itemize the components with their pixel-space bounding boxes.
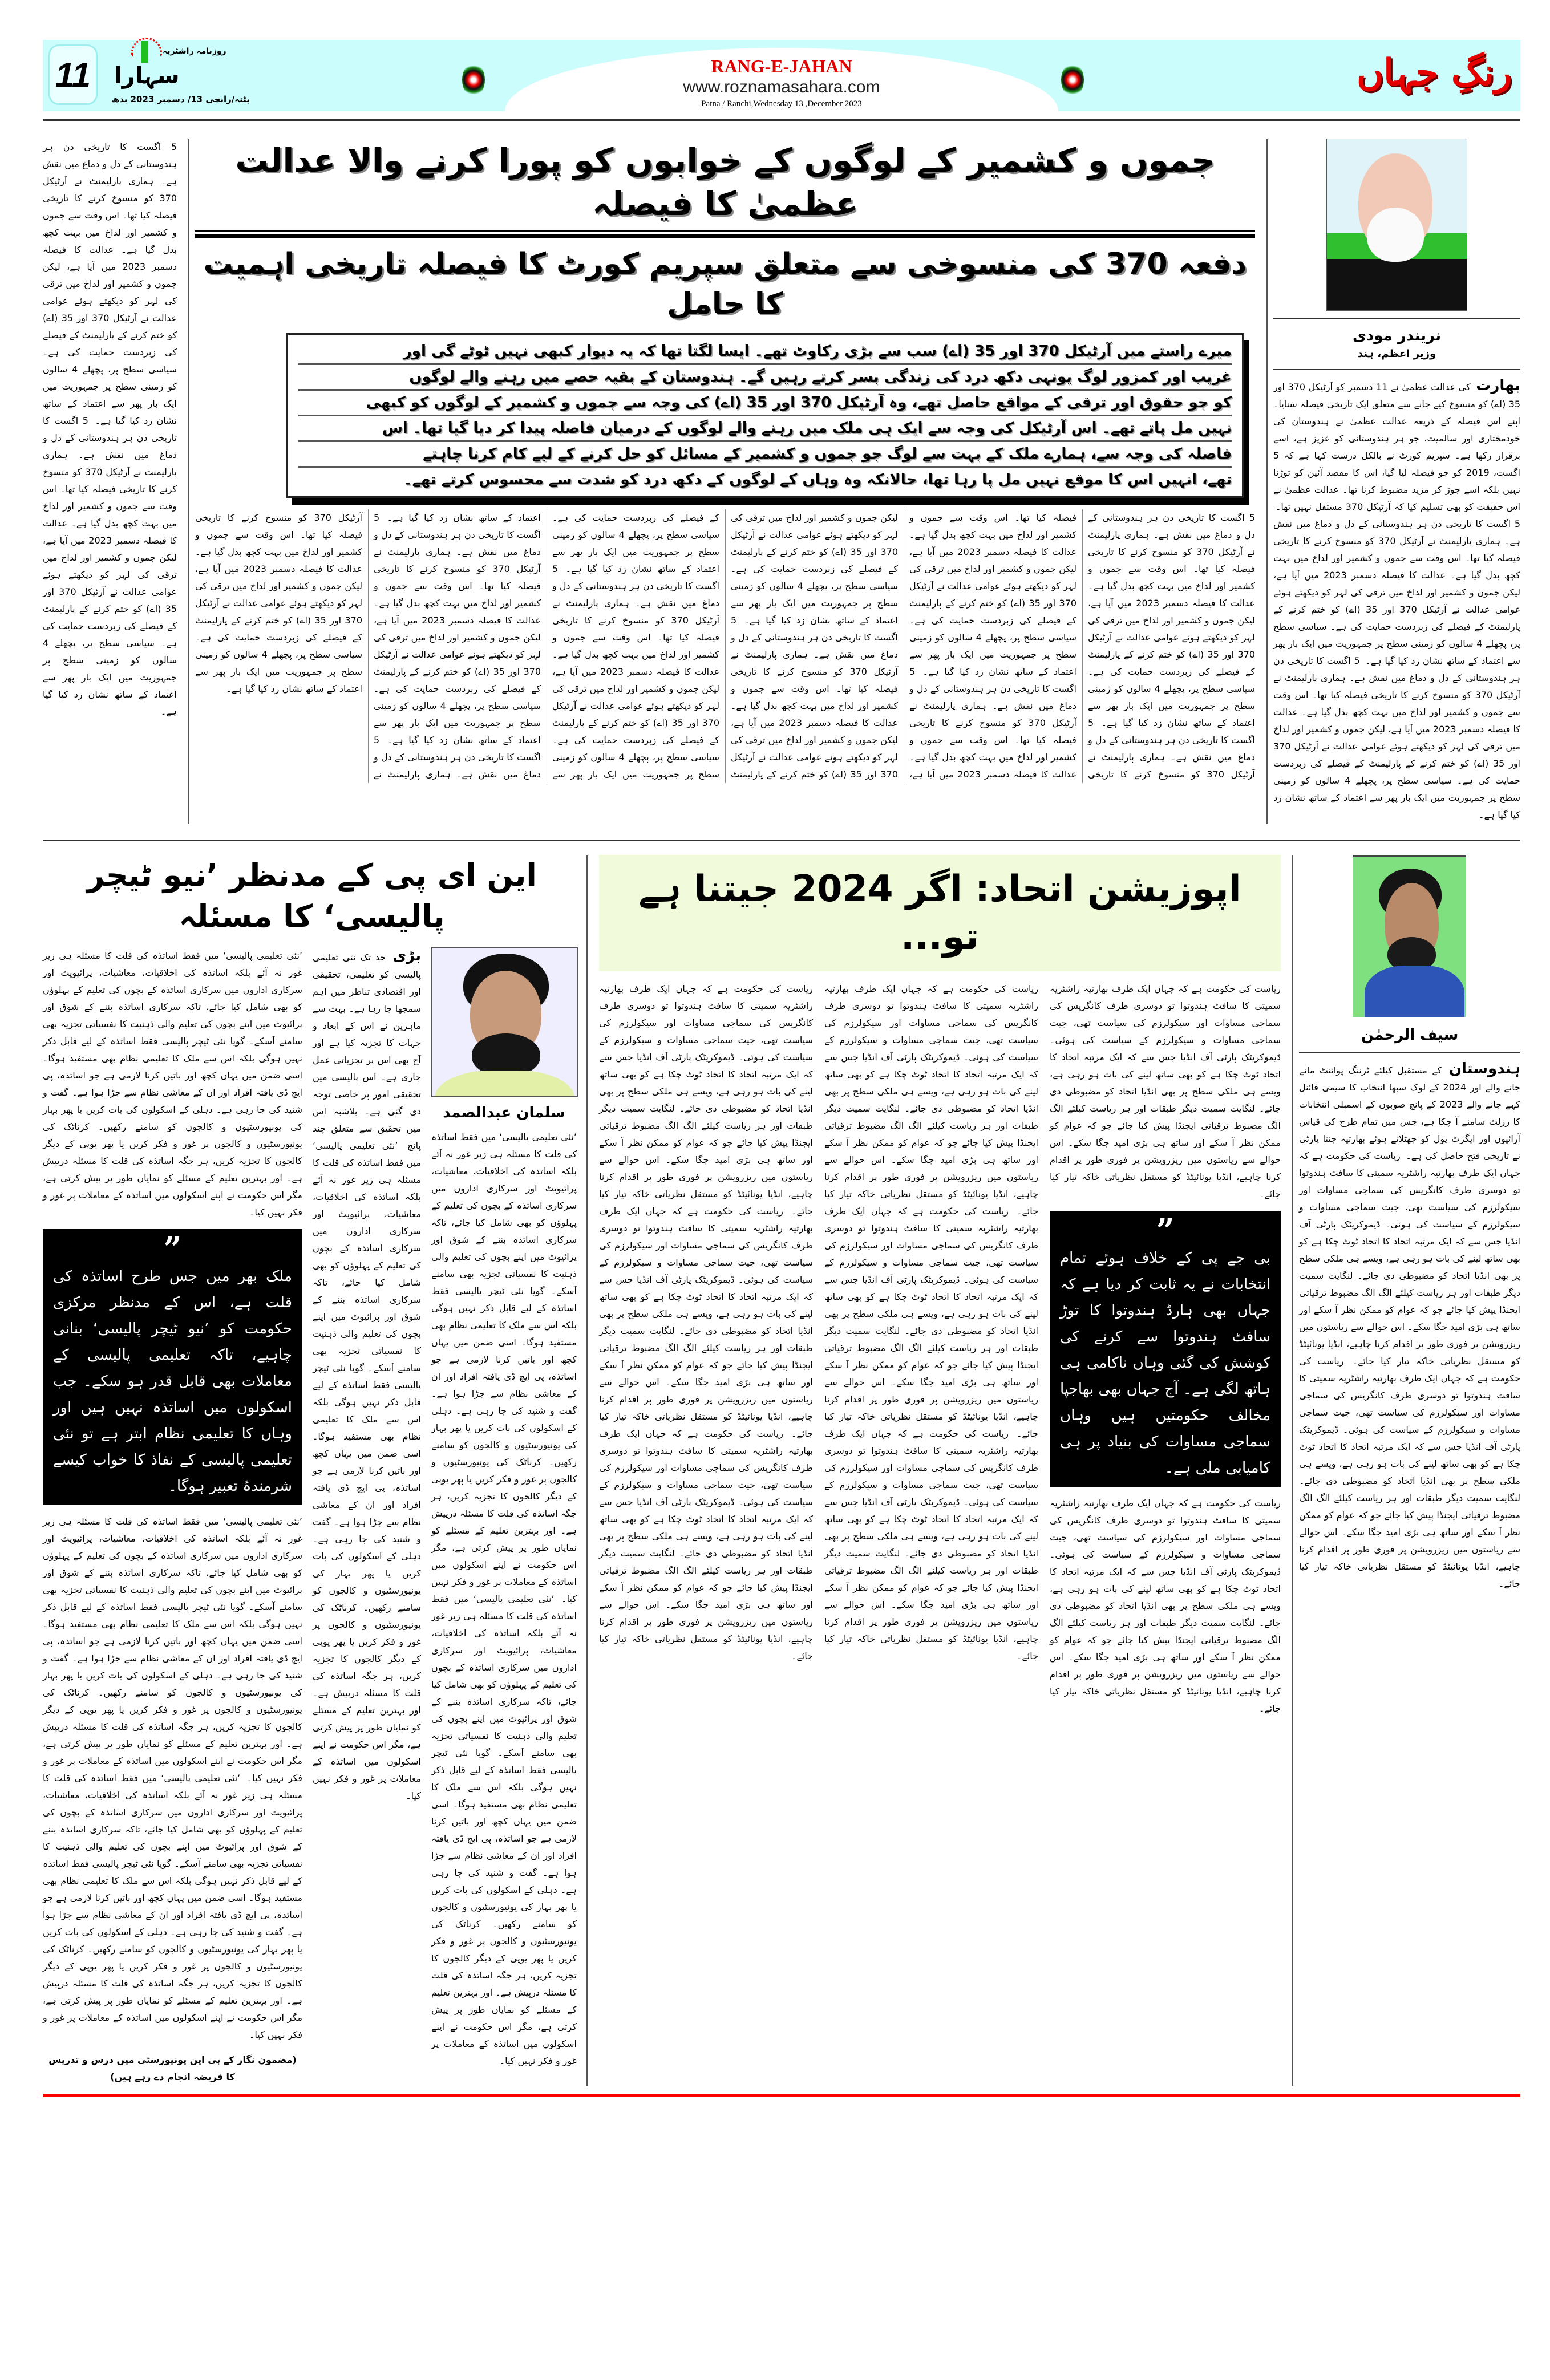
edition-date-urdu: پٹنہ/رانچی 13/ دسمبر 2023 بدھ (111, 94, 250, 104)
logo-one-icon (141, 41, 148, 63)
article3-main (599, 855, 1281, 2086)
article1-main (188, 139, 1255, 824)
header-divider (43, 119, 1520, 121)
sunburst-icon (1061, 63, 1084, 97)
article3-column-quote (1050, 980, 1281, 1717)
page-bottom-rule (43, 2094, 1520, 2097)
article1-body-text: 5 اگست کا تاریخی دن ہر ہندوستانی کے دل و دماغ میں نقش ہے۔ ہماری پارلیمنٹ نے آرٹیکل 370 کو منسوخ کرنے کا تاریخی فیصلہ کیا تھا۔ اس وقت سے جموں و کشمیر اور لداخ میں بہت کچھ بدل گیا ہے۔ عدالت کا فیصلہ دسمبر 2023 میں آیا ہے، لیکن جموں و کشمیر اور لداخ میں ترقی کی لہر کو دیکھتے ہوئے عوامی عدالت نے آرٹیکل 370 اور 35 (اے) کو ختم کرنے کے پارلیمنٹ کے فیصلے کی زبردست حمایت کی ہے۔ سیاسی سطح پر، پچھلے 4 سالوں کو زمینی سطح پر جمہوریت میں ایک بار پھر سے اعتماد کے ساتھ نشان زد کیا گیا ہے۔ (731, 512, 1077, 780)
author-name: سلمان عبدالصمد (443, 1104, 565, 1121)
author-photo-salman (431, 947, 578, 1097)
website-link[interactable]: www.roznamasahara.com (683, 78, 880, 96)
article1-body-text: 5 اگست کا تاریخی دن ہر ہندوستانی کے دل و دماغ میں نقش ہے۔ ہماری پارلیمنٹ نے آرٹیکل 370 کو منسوخ کرنے کا تاریخی فیصلہ کیا تھا۔ اس وقت سے جموں و کشمیر اور لداخ میں بہت کچھ بدل گیا ہے۔ عدالت کا فیصلہ دسمبر 2023 میں آیا ہے، لیکن جموں و کشمیر اور لداخ میں ترقی کی لہر کو دیکھتے ہوئے عوامی عدالت نے آرٹیکل 370 اور 35 (اے) کو ختم کرنے کے پارلیمنٹ کے فیصلے کی زبردست حمایت کی ہے۔ سیاسی سطح پر، پچھلے 4 سالوں کو زمینی سطح پر جمہوریت میں ایک بار پھر سے اعتماد کے ساتھ نشان زد کیا گیا ہے۔ (1088, 512, 1256, 728)
article3-body-text: ریاست کی حکومت ہے کہ جہاں ایک طرف بھارتیہ راشٹریہ سمیتی کا سافٹ ہندوتوا تو دوسری طرف کانگریس کی سماجی مساوات اور سیکولرزم کی سیاست تھی، جیت سماجی مساوات و سیکولرزم کے سیاست کی ہوئی۔ ڈیموکریٹک پارٹی آف انڈیا جس سے کہ ایک مرتبہ اتحاد کا اتحاد ٹوٹ چکا ہے کو بھی ساتھ لینے کی بات ہو رہی ہے، ویسے ہی ملکی سطح پر بھی انڈیا اتحاد کو مضبوطی دی جائے۔ لنگایت سمیت دیگر طبقات اور ہر ریاست کیلئے الگ الگ مضبوط ترقیاتی ایجنڈا پیش کیا جائے جو کہ عوام کو ممکن نظر آ سکے اور ساتھ ہی بڑی امید جگا سکے۔ اس حوالے سے ریاستوں میں ریزرویشن پر فوری طور پر اقدام کرنا چاہیے، انڈیا یونائیٹڈ کو مستقل نظریاتی خاکہ تیار کیا جائے۔ (1299, 1356, 1520, 1589)
article3-body-text: ریاست کی حکومت ہے کہ جہاں ایک طرف بھارتیہ راشٹریہ سمیتی کا سافٹ ہندوتوا تو دوسری طرف کانگریس کی سماجی مساوات اور سیکولرزم کی سیاست تھی، جیت سماجی مساوات و سیکولرزم کے سیاست کی ہوئی۔ ڈیموکریٹک پارٹی آف انڈیا جس سے کہ ایک مرتبہ اتحاد کا اتحاد ٹوٹ چکا ہے کو بھی ساتھ لینے کی بات ہو رہی ہے، ویسے ہی ملکی سطح پر بھی انڈیا اتحاد کو مضبوطی دی جائے۔ لنگایت سمیت دیگر طبقات اور ہر ریاست کیلئے الگ الگ مضبوط ترقیاتی ایجنڈا پیش کیا جائے جو کہ عوام کو ممکن نظر آ سکے اور ساتھ ہی بڑی امید جگا سکے۔ اس حوالے سے ریاستوں میں ریزرویشن پر فوری طور پر اقدام کرنا چاہیے، انڈیا یونائیٹڈ کو مستقل نظریاتی خاکہ تیار کیا جائے۔ (1299, 1150, 1520, 1367)
lower-section (43, 855, 1520, 2086)
article2-body-text: ’نئی تعلیمی پالیسی‘ میں فقط اساتذہ کی قلت کا مسئلہ ہی زیر غور نہ آئے بلکہ اساتذہ کی اخلاقیات، معاشیات، پرائیویٹ اور سرکاری اداروں میں سرکاری اساتذہ کے بچوں کی تعلیم کے پہلوؤں کو بھی شامل کیا جائے، تاکہ سرکاری اساتذہ بننے کے شوق اور پرائیوٹ میں اپنے بچوں کی تعلیم والی ذہنیت کا نفسیاتی تجزیہ بھی سامنے آسکے۔ گویا نئی ٹیچر پالیسی فقط اساتذہ کے لیے قابل ذکر نہیں ہوگی بلکہ اس سے ملک کا تعلیمی نظام بھی مستفید ہوگا۔ اسی ضمن میں یہاں کچھ اور باتیں کرنا لازمی ہے جو اساتذہ، پی ایچ ڈی یافتہ افراد اور ان کے معاشی نظام سے جڑا ہوا ہے۔ گفت و شنید کی جا رہی ہے۔ دہلی کے اسکولوں کی بات کریں یا پھر بہار کی یونیورسٹیوں و کالجوں کو سامنے رکھیں۔ کرناٹک کی یونیورسٹیوں و کالجوں پر غور و فکر کریں یا پھر یوپی کے دیگر کالجوں کا تجزیہ کریں، ہر جگہ اساتذہ کی قلت کا مسئلہ درپیش ہے۔ اور بہترین تعلیم کے مسئلے کو نمایاں طور پر پیش کرتی ہے، مگر اس حکومت نے اپنے اسکولوں میں اساتذہ کے معاملات پر غور و فکر نہیں کیا۔ (431, 1594, 577, 2066)
article3-body-column (1050, 980, 1281, 1203)
article3-pull-quote (1050, 1211, 1281, 1487)
article1-body-column (43, 139, 177, 824)
pull-quote-text: بی جے پی کے خلاف ہوئے تمام انتخابات نے یہ ثابت کر دیا ہے کہ جہاں بھی ہارڈ ہندوتوا کا توڑ سافٹ ہندوتوا سے کرنے کی کوشش کی گئی وہاں ناکامی ہی ہاتھ لگی ہے۔ آج جہاں بھی بھاجپا مخالف حکومتیں ہیں وہاں سماجی مساوات کی بنیاد پر ہی کامیابی ملی ہے۔ (1060, 1250, 1270, 1477)
article1-quote-box (286, 333, 1244, 498)
article2-column-left (43, 947, 302, 2086)
article2 (43, 855, 588, 2086)
article3-body-text: ریاست کی حکومت ہے کہ جہاں ایک طرف بھارتیہ راشٹریہ سمیتی کا سافٹ ہندوتوا تو دوسری طرف کانگریس کی سماجی مساوات اور سیکولرزم کی سیاست تھی، جیت سماجی مساوات و سیکولرزم کے سیاست کی ہوئی۔ ڈیموکریٹک پارٹی آف انڈیا جس سے کہ ایک مرتبہ اتحاد کا اتحاد ٹوٹ چکا ہے کو بھی ساتھ لینے کی بات ہو رہی ہے، ویسے ہی ملکی سطح پر بھی انڈیا اتحاد کو مضبوطی دی جائے۔ لنگایت سمیت دیگر طبقات اور ہر ریاست کیلئے الگ الگ مضبوط ترقیاتی ایجنڈا پیش کیا جائے جو کہ عوام کو ممکن نظر آ سکے اور ساتھ ہی بڑی امید جگا سکے۔ اس حوالے سے ریاستوں میں ریزرویشن پر فوری طور پر اقدام کرنا چاہیے، انڈیا یونائیٹڈ کو مستقل نظریاتی خاکہ تیار کیا جائے۔ (599, 1428, 813, 1661)
article1-body-text: 5 اگست کا تاریخی دن ہر ہندوستانی کے دل و دماغ میں نقش ہے۔ ہماری پارلیمنٹ نے آرٹیکل 370 کو منسوخ کرنے کا تاریخی فیصلہ کیا تھا۔ اس وقت سے جموں و کشمیر اور لداخ میں بہت کچھ بدل گیا ہے۔ عدالت کا فیصلہ دسمبر 2023 میں آیا ہے، لیکن جموں و کشمیر اور لداخ میں ترقی کی لہر کو دیکھتے ہوئے عوامی عدالت نے آرٹیکل 370 اور 35 (اے) کو ختم کرنے کے پارلیمنٹ کے فیصلے کی زبردست حمایت کی ہے۔ سیاسی سطح پر، پچھلے 4 سالوں کو زمینی سطح پر جمہوریت میں ایک بار پھر سے اعتماد کے ساتھ نشان زد کیا گیا ہے۔ (909, 512, 1256, 780)
author-photo-saif (1353, 855, 1466, 1017)
lead-word: بڑی (392, 947, 421, 964)
article1-body-columns (195, 509, 1255, 783)
article1-headline: جموں و کشمیر کے لوگوں کے خوابوں کو پورا کرنے والا عدالت عظمیٰ کا فیصلہ (235, 141, 1215, 223)
section-divider (43, 840, 1520, 841)
article3-headline-box (599, 855, 1281, 971)
lead-text: کی عدالت عظمیٰ نے 11 دسمبر کو آرٹیکل 370 اور 35 (اے) کو منسوخ کیے جانے سے متعلق ایک تاریخی فیصلہ سنایا۔ اپنے اس فیصلہ کے ذریعہ عدالت عظمیٰ نے ہندوستان کی خودمختاری اور سالمیت، جو ہر ہندوستانی کو عزیز ہے، اسے برقرار رکھا ہے۔ سپریم کورٹ نے بالکل درست کہا ہے کہ 5 اگست، 2019 کو جو فیصلہ لیا گیا، اس کا مقصد آئین کو توڑنا نہیں بلکہ اسے جوڑ کر مزید مضبوط کرنا تھا۔ عدالت عظمیٰ نے اس حقیقت کو بھی تسلیم کیا کہ آرٹیکل 370 مستقل نہیں تھا۔ (1273, 382, 1521, 512)
article3-lead-column (1299, 1060, 1520, 1592)
article3-body-text: ریاست کی حکومت ہے کہ جہاں ایک طرف بھارتیہ راشٹریہ سمیتی کا سافٹ ہندوتوا تو دوسری طرف کانگریس کی سماجی مساوات اور سیکولرزم کی سیاست تھی، جیت سماجی مساوات و سیکولرزم کے سیاست کی ہوئی۔ ڈیموکریٹک پارٹی آف انڈیا جس سے کہ ایک مرتبہ اتحاد کا اتحاد ٹوٹ چکا ہے کو بھی ساتھ لینے کی بات ہو رہی ہے، ویسے ہی ملکی سطح پر بھی انڈیا اتحاد کو مضبوطی دی جائے۔ لنگایت سمیت دیگر طبقات اور ہر ریاست کیلئے الگ الگ مضبوط ترقیاتی ایجنڈا پیش کیا جائے جو کہ عوام کو ممکن نظر آ سکے اور ساتھ ہی بڑی امید جگا سکے۔ اس حوالے سے ریاستوں میں ریزرویشن پر فوری طور پر اقدام کرنا چاہیے، انڈیا یونائیٹڈ کو مستقل نظریاتی خاکہ تیار کیا جائے۔ (824, 983, 1038, 1217)
headline-rule (195, 230, 1255, 238)
article1-subheadline: دفعہ 370 کی منسوخی سے متعلق سپریم کورٹ کا فیصلہ تاریخی اہمیت کا حامل (203, 247, 1247, 321)
lead-text: کے مستقبل کیلئے ٹرننگ پوائنٹ مانے جانے والے اور 2024 کے لوک سبھا انتخاب کا سیمی فائنل کہے جانے والے 2023 کے پانچ صوبوں کے اسمبلی انتخابات کا رزلٹ سامنے آ چکا ہے، جس میں تمام طرح کی قیاس آرائیوں اور ایگزٹ پول کو جھٹلاتے ہوئے بھارتیہ جنتا پارٹی نے تاریخی فتح حاصل کی ہے۔ (1299, 1065, 1521, 1161)
article1-body-text: 5 اگست کا تاریخی دن ہر ہندوستانی کے دل و دماغ میں نقش ہے۔ ہماری پارلیمنٹ نے آرٹیکل 370 کو منسوخ کرنے کا تاریخی فیصلہ کیا تھا۔ اس وقت سے جموں و کشمیر اور لداخ میں بہت کچھ بدل گیا ہے۔ عدالت کا فیصلہ دسمبر 2023 میں آیا ہے، لیکن جموں و کشمیر اور لداخ میں ترقی کی لہر کو دیکھتے ہوئے عوامی عدالت نے آرٹیکل 370 اور 35 (اے) کو ختم کرنے کے پارلیمنٹ کے فیصلے کی زبردست حمایت کی ہے۔ سیاسی سطح پر، پچھلے 4 سالوں کو زمینی سطح پر جمہوریت میں ایک بار پھر سے اعتماد کے ساتھ نشان زد کیا گیا ہے۔ (195, 512, 541, 780)
article1 (43, 139, 1520, 824)
author-photo-modi (1326, 139, 1467, 311)
article1-side (1266, 139, 1520, 824)
article1-lead-column (1273, 377, 1520, 824)
author-note: (مضمون نگار کے بی این یونیورسٹی میں درس و تدریس کا فریضہ انجام دے رہے ہیں) (48, 2054, 297, 2082)
article2-body-text: ’نئی تعلیمی پالیسی‘ میں فقط اساتذہ کی قلت کا مسئلہ ہی زیر غور نہ آئے بلکہ اساتذہ کی اخلاقیات، معاشیات، پرائیویٹ اور سرکاری اداروں میں سرکاری اساتذہ کے بچوں کی تعلیم کے پہلوؤں کو بھی شامل کیا جائے، تاکہ سرکاری اساتذہ بننے کے شوق اور پرائیوٹ میں اپنے بچوں کی تعلیم والی ذہنیت کا نفسیاتی تجزیہ بھی سامنے آسکے۔ گویا نئی ٹیچر پالیسی فقط اساتذہ کے لیے قابل ذکر نہیں ہوگی بلکہ اس سے ملک کا تعلیمی نظام بھی مستفید ہوگا۔ اسی ضمن میں یہاں کچھ اور باتیں کرنا لازمی ہے جو اساتذہ، پی ایچ ڈی یافتہ افراد اور ان کے معاشی نظام سے جڑا ہوا ہے۔ گفت و شنید کی جا رہی ہے۔ دہلی کے اسکولوں کی بات کریں یا پھر بہار کی یونیورسٹیوں و کالجوں کو سامنے رکھیں۔ کرناٹک کی یونیورسٹیوں و کالجوں پر غور و فکر کریں یا پھر یوپی کے دیگر کالجوں کا تجزیہ کریں، ہر جگہ اساتذہ کی قلت کا مسئلہ درپیش ہے۔ اور بہترین تعلیم کے مسئلے کو نمایاں طور پر پیش کرتی ہے، مگر اس حکومت نے اپنے اسکولوں میں اساتذہ کے معاملات پر غور و فکر نہیں کیا۔ (431, 1132, 577, 1604)
page-number: 11 (48, 44, 98, 105)
article2-body-column (431, 1129, 577, 2070)
article3-body-text: ریاست کی حکومت ہے کہ جہاں ایک طرف بھارتیہ راشٹریہ سمیتی کا سافٹ ہندوتوا تو دوسری طرف کانگریس کی سماجی مساوات اور سیکولرزم کی سیاست تھی، جیت سماجی مساوات و سیکولرزم کے سیاست کی ہوئی۔ ڈیموکریٹک پارٹی آف انڈیا جس سے کہ ایک مرتبہ اتحاد کا اتحاد ٹوٹ چکا ہے کو بھی ساتھ لینے کی بات ہو رہی ہے، ویسے ہی ملکی سطح پر بھی انڈیا اتحاد کو مضبوطی دی جائے۔ لنگایت سمیت دیگر طبقات اور ہر ریاست کیلئے الگ الگ مضبوط ترقیاتی ایجنڈا پیش کیا جائے جو کہ عوام کو ممکن نظر آ سکے اور ساتھ ہی بڑی امید جگا سکے۔ اس حوالے سے ریاستوں میں ریزرویشن پر فوری طور پر اقدام کرنا چاہیے، انڈیا یونائیٹڈ کو مستقل نظریاتی خاکہ تیار کیا جائے۔ (1050, 1498, 1281, 1714)
edition-date: Patna / Ranchi,Wednesday 13 ,December 2023 (701, 99, 862, 108)
quote-line: نہیں مل پاتے تھے۔ اس آرٹیکل کی وجہ سے ایک ہی ملک میں رہنے والے لوگوں کے درمیان فاصلہ پیدا کر دیا گیا تھا۔ اس (298, 416, 1232, 442)
article3-body-text: ریاست کی حکومت ہے کہ جہاں ایک طرف بھارتیہ راشٹریہ سمیتی کا سافٹ ہندوتوا تو دوسری طرف کانگریس کی سماجی مساوات اور سیکولرزم کی سیاست تھی، جیت سماجی مساوات و سیکولرزم کے سیاست کی ہوئی۔ ڈیموکریٹک پارٹی آف انڈیا جس سے کہ ایک مرتبہ اتحاد کا اتحاد ٹوٹ چکا ہے کو بھی ساتھ لینے کی بات ہو رہی ہے، ویسے ہی ملکی سطح پر بھی انڈیا اتحاد کو مضبوطی دی جائے۔ لنگایت سمیت دیگر طبقات اور ہر ریاست کیلئے الگ الگ مضبوط ترقیاتی ایجنڈا پیش کیا جائے جو کہ عوام کو ممکن نظر آ سکے اور ساتھ ہی بڑی امید جگا سکے۔ اس حوالے سے ریاستوں میں ریزرویشن پر فوری طور پر اقدام کرنا چاہیے، انڈیا یونائیٹڈ کو مستقل نظریاتی خاکہ تیار کیا جائے۔ (824, 1206, 1038, 1439)
caption-rule (1273, 318, 1520, 319)
article1-body-text: 5 اگست کا تاریخی دن ہر ہندوستانی کے دل و دماغ میں نقش ہے۔ ہماری پارلیمنٹ نے آرٹیکل 370 کو منسوخ کرنے کا تاریخی فیصلہ کیا تھا۔ اس وقت سے جموں و کشمیر اور لداخ میں بہت کچھ بدل گیا ہے۔ عدالت کا فیصلہ دسمبر 2023 میں آیا ہے، لیکن جموں و کشمیر اور لداخ میں ترقی کی لہر کو دیکھتے ہوئے عوامی عدالت نے آرٹیکل 370 اور 35 (اے) کو ختم کرنے کے پارلیمنٹ کے فیصلے کی زبردست حمایت کی ہے۔ سیاسی سطح پر، پچھلے 4 سالوں کو زمینی سطح پر جمہوریت میں ایک بار پھر سے اعتماد کے ساتھ نشان زد کیا گیا ہے۔ (382, 512, 720, 780)
sunburst-icon (462, 63, 485, 97)
paper-logo: سہارا (114, 63, 180, 89)
article2-body-text: ’نئی تعلیمی پالیسی‘ میں فقط اساتذہ کی قلت کا مسئلہ ہی زیر غور نہ آئے بلکہ اساتذہ کی اخلاقیات، معاشیات، پرائیویٹ اور سرکاری اداروں میں سرکاری اساتذہ کے بچوں کی تعلیم کے پہلوؤں کو بھی شامل کیا جائے، تاکہ سرکاری اساتذہ بننے کے شوق اور پرائیوٹ میں اپنے بچوں کی تعلیم والی ذہنیت کا نفسیاتی تجزیہ بھی سامنے آسکے۔ گویا نئی ٹیچر پالیسی فقط اساتذہ کے لیے قابل ذکر نہیں ہوگی بلکہ اس سے ملک کا تعلیمی نظام بھی مستفید ہوگا۔ اسی ضمن میں یہاں کچھ اور باتیں کرنا لازمی ہے جو اساتذہ، پی ایچ ڈی یافتہ افراد اور ان کے معاشی نظام سے جڑا ہوا ہے۔ گفت و شنید کی جا رہی ہے۔ دہلی کے اسکولوں کی بات کریں یا پھر بہار کی یونیورسٹیوں و کالجوں کو سامنے رکھیں۔ کرناٹک کی یونیورسٹیوں و کالجوں پر غور و فکر کریں یا پھر یوپی کے دیگر کالجوں کا تجزیہ کریں، ہر جگہ اساتذہ کی قلت کا مسئلہ درپیش ہے۔ اور بہترین تعلیم کے مسئلے کو نمایاں طور پر پیش کرتی ہے، مگر اس حکومت نے اپنے اسکولوں میں اساتذہ کے معاملات پر غور و فکر نہیں کیا۔ (313, 1140, 421, 1801)
lead-text: حد تک نئی تعلیمی پالیسی کو تعلیمی، تحقیقی اور اقتصادی تناظر میں اہم سمجھا جا رہا ہے۔ بہت سے ماہرین نے اس کے ابعاد و جہات کا تجزیہ کیا ہے اور آج بھی اس پر تجزیاتی عمل جاری ہے۔ اس پالیسی میں تحقیقی امور پر خاصی توجہ دی گئی ہے۔ بلاشبہ اس میں تحقیق سے متعلق چند پانچ (313, 952, 421, 1151)
masthead-band (43, 40, 1520, 111)
quote-line: تھے، انہیں اس کا موقع نہیں مل پا رہا تھا، حالانکہ وہ وہاں کے لوگوں کے دکھ درد کو شدت سے محسوس کرتے تھے۔ (403, 471, 1232, 488)
article2-body-column (43, 947, 302, 1221)
paper-subtitle: روزنامہ راشٹریہ (163, 47, 226, 56)
quote-line: غریب اور کمزور لوگ یونہی دکھ درد کی زندگی بسر کرتے رہیں گے۔ ہندوستان کے بقیہ حصے میں رہنے والے لوگوں (298, 365, 1232, 391)
pull-quote-text: ملک بھر میں جس طرح اساتذہ کی قلت ہے، اس کے مدنظر مرکزی حکومت کو ’نیو ٹیچر پالیسی‘ بنانی چاہیے، تاکہ تعلیمی پالیسی کے معاملات بھی قابل قدر ہو سکے۔ جب اسکولوں میں اساتذہ نہیں ہیں اور وہاں کا تعلیمی نظام ابتر ہے تو نئی تعلیمی پالیسی کے نفاذ کا خواب کیسے شرمندۂ تعبیر ہوگا۔ (53, 1268, 292, 1495)
author-name: نریندر مودی (1353, 327, 1441, 344)
article1-body-text: 5 اگست کا تاریخی دن ہر ہندوستانی کے دل و دماغ میں نقش ہے۔ ہماری پارلیمنٹ نے آرٹیکل 370 کو منسوخ کرنے کا تاریخی فیصلہ کیا تھا۔ اس وقت سے جموں و کشمیر اور لداخ میں بہت کچھ بدل گیا ہے۔ عدالت کا فیصلہ دسمبر 2023 میں آیا ہے، لیکن جموں و کشمیر اور لداخ میں ترقی کی لہر کو دیکھتے ہوئے عوامی عدالت نے آرٹیکل 370 اور 35 (اے) کو ختم کرنے کے پارلیمنٹ کے فیصلے کی زبردست حمایت کی ہے۔ سیاسی سطح پر، پچھلے 4 سالوں کو زمینی سطح پر جمہوریت میں ایک بار پھر سے اعتماد کے ساتھ نشان زد کیا گیا ہے۔ (43, 141, 177, 426)
article3-body-column (824, 980, 1038, 1717)
article2-pull-quote (43, 1229, 302, 1505)
article2-lead-column (313, 947, 421, 2086)
article1-body-text: 5 اگست کا تاریخی دن ہر ہندوستانی کے دل و دماغ میں نقش ہے۔ ہماری پارلیمنٹ نے آرٹیکل 370 کو منسوخ کرنے کا تاریخی فیصلہ کیا تھا۔ اس وقت سے جموں و کشمیر اور لداخ میں بہت کچھ بدل گیا ہے۔ عدالت کا فیصلہ دسمبر 2023 میں آیا ہے، لیکن جموں و کشمیر اور لداخ میں ترقی کی لہر کو دیکھتے ہوئے عوامی عدالت نے آرٹیکل 370 اور 35 (اے) کو ختم کرنے کے پارلیمنٹ کے فیصلے کی زبردست حمایت کی ہے۔ سیاسی سطح پر، پچھلے 4 سالوں کو زمینی سطح پر جمہوریت میں ایک بار پھر سے اعتماد کے ساتھ نشان زد کیا گیا ہے۔ (552, 512, 899, 780)
article3-columns (599, 980, 1281, 1717)
article3-side (1292, 855, 1520, 2086)
section-title: RANG-E-JAHAN (711, 56, 852, 76)
lead-word: بھارت (1476, 377, 1521, 394)
caption-rule (1273, 369, 1520, 370)
quote-line: میرے راستے میں آرٹیکل 370 اور 35 (اے) سب سے بڑی رکاوٹ تھے۔ ایسا لگتا تھا کہ یہ دیوار کبھی نہیں ٹوٹے گی اور (298, 339, 1232, 365)
article2-body-text: ’نئی تعلیمی پالیسی‘ میں فقط اساتذہ کی قلت کا مسئلہ ہی زیر غور نہ آئے بلکہ اساتذہ کی اخلاقیات، معاشیات، پرائیویٹ اور سرکاری اداروں میں سرکاری اساتذہ کے بچوں کی تعلیم کے پہلوؤں کو بھی شامل کیا جائے، تاکہ سرکاری اساتذہ بننے کے شوق اور پرائیوٹ میں اپنے بچوں کی تعلیم والی ذہنیت کا نفسیاتی تجزیہ بھی سامنے آسکے۔ گویا نئی ٹیچر پالیسی فقط اساتذہ کے لیے قابل ذکر نہیں ہوگی بلکہ اس سے ملک کا تعلیمی نظام بھی مستفید ہوگا۔ اسی ضمن میں یہاں کچھ اور باتیں کرنا لازمی ہے جو اساتذہ، پی ایچ ڈی یافتہ افراد اور ان کے معاشی نظام سے جڑا ہوا ہے۔ گفت و شنید کی جا رہی ہے۔ دہلی کے اسکولوں کی بات کریں یا پھر بہار کی یونیورسٹیوں و کالجوں کو سامنے رکھیں۔ کرناٹک کی یونیورسٹیوں و کالجوں پر غور و فکر کریں یا پھر یوپی کے دیگر کالجوں کا تجزیہ کریں، ہر جگہ اساتذہ کی قلت کا مسئلہ درپیش ہے۔ اور بہترین تعلیم کے مسئلے کو نمایاں طور پر پیش کرتی ہے، مگر اس حکومت نے اپنے اسکولوں میں اساتذہ کے معاملات پر غور و فکر نہیں کیا۔ (43, 1516, 303, 1783)
quote-mark-icon: ” (1156, 1212, 1175, 1250)
article2-body-text: ’نئی تعلیمی پالیسی‘ میں فقط اساتذہ کی قلت کا مسئلہ ہی زیر غور نہ آئے بلکہ اساتذہ کی اخلاقیات، معاشیات، پرائیویٹ اور سرکاری اداروں میں سرکاری اساتذہ کے بچوں کی تعلیم کے پہلوؤں کو بھی شامل کیا جائے، تاکہ سرکاری اساتذہ بننے کے شوق اور پرائیوٹ میں اپنے بچوں کی تعلیم والی ذہنیت کا نفسیاتی تجزیہ بھی سامنے آسکے۔ گویا نئی ٹیچر پالیسی فقط اساتذہ کے لیے قابل ذکر نہیں ہوگی بلکہ اس سے ملک کا تعلیمی نظام بھی مستفید ہوگا۔ اسی ضمن میں یہاں کچھ اور باتیں کرنا لازمی ہے جو اساتذہ، پی ایچ ڈی یافتہ افراد اور ان کے معاشی نظام سے جڑا ہوا ہے۔ گفت و شنید کی جا رہی ہے۔ دہلی کے اسکولوں کی بات کریں یا پھر بہار کی یونیورسٹیوں و کالجوں کو سامنے رکھیں۔ کرناٹک کی یونیورسٹیوں و کالجوں پر غور و فکر کریں یا پھر یوپی کے دیگر کالجوں کا تجزیہ کریں، ہر جگہ اساتذہ کی قلت کا مسئلہ درپیش ہے۔ اور بہترین تعلیم کے مسئلے کو نمایاں طور پر پیش کرتی ہے، مگر اس حکومت نے اپنے اسکولوں میں اساتذہ کے معاملات پر غور و فکر نہیں کیا۔ (43, 950, 302, 1218)
article2-column-right (431, 947, 577, 2086)
author-name: سیف الرحمٰن (1361, 1027, 1459, 1044)
section-logo: رنگِ جہاں (1357, 51, 1512, 94)
article3-body-text: ریاست کی حکومت ہے کہ جہاں ایک طرف بھارتیہ راشٹریہ سمیتی کا سافٹ ہندوتوا تو دوسری طرف کانگریس کی سماجی مساوات اور سیکولرزم کی سیاست تھی، جیت سماجی مساوات و سیکولرزم کے سیاست کی ہوئی۔ ڈیموکریٹک پارٹی آف انڈیا جس سے کہ ایک مرتبہ اتحاد کا اتحاد ٹوٹ چکا ہے کو بھی ساتھ لینے کی بات ہو رہی ہے، ویسے ہی ملکی سطح پر بھی انڈیا اتحاد کو مضبوطی دی جائے۔ لنگایت سمیت دیگر طبقات اور ہر ریاست کیلئے الگ الگ مضبوط ترقیاتی ایجنڈا پیش کیا جائے جو کہ عوام کو ممکن نظر آ سکے اور ساتھ ہی بڑی امید جگا سکے۔ اس حوالے سے ریاستوں میں ریزرویشن پر فوری طور پر اقدام کرنا چاہیے، انڈیا یونائیٹڈ کو مستقل نظریاتی خاکہ تیار کیا جائے۔ (599, 1206, 813, 1439)
quote-line: فاصلہ کی وجہ سے، ہمارے ملک کے بہت سے لوگ جو جموں و کشمیر کے مسائل کو حل کرنے کے لیے کام کرنا چاہتے (298, 442, 1232, 468)
article2-body-column (43, 1513, 302, 2044)
article3-body-text: ریاست کی حکومت ہے کہ جہاں ایک طرف بھارتیہ راشٹریہ سمیتی کا سافٹ ہندوتوا تو دوسری طرف کانگریس کی سماجی مساوات اور سیکولرزم کی سیاست تھی، جیت سماجی مساوات و سیکولرزم کے سیاست کی ہوئی۔ ڈیموکریٹک پارٹی آف انڈیا جس سے کہ ایک مرتبہ اتحاد کا اتحاد ٹوٹ چکا ہے کو بھی ساتھ لینے کی بات ہو رہی ہے، ویسے ہی ملکی سطح پر بھی انڈیا اتحاد کو مضبوطی دی جائے۔ لنگایت سمیت دیگر طبقات اور ہر ریاست کیلئے الگ الگ مضبوط ترقیاتی ایجنڈا پیش کیا جائے جو کہ عوام کو ممکن نظر آ سکے اور ساتھ ہی بڑی امید جگا سکے۔ اس حوالے سے ریاستوں میں ریزرویشن پر فوری طور پر اقدام کرنا چاہیے، انڈیا یونائیٹڈ کو مستقل نظریاتی خاکہ تیار کیا جائے۔ (1050, 983, 1281, 1199)
quote-line: کو جو حقوق اور ترقی کے مواقع حاصل تھے، وہ آرٹیکل 370 اور 35 (اے) کی وجہ سے جموں و کشمیر کے لوگوں کو کبھی (298, 391, 1232, 416)
lead-word: ہندوستان (1448, 1060, 1520, 1077)
article2-body-text: ’نئی تعلیمی پالیسی‘ میں فقط اساتذہ کی قلت کا مسئلہ ہی زیر غور نہ آئے بلکہ اساتذہ کی اخلاقیات، معاشیات، پرائیویٹ اور سرکاری اداروں میں سرکاری اساتذہ کے بچوں کی تعلیم کے پہلوؤں کو بھی شامل کیا جائے، تاکہ سرکاری اساتذہ بننے کے شوق اور پرائیوٹ میں اپنے بچوں کی تعلیم والی ذہنیت کا نفسیاتی تجزیہ بھی سامنے آسکے۔ گویا نئی ٹیچر پالیسی فقط اساتذہ کے لیے قابل ذکر نہیں ہوگی بلکہ اس سے ملک کا تعلیمی نظام بھی مستفید ہوگا۔ اسی ضمن میں یہاں کچھ اور باتیں کرنا لازمی ہے جو اساتذہ، پی ایچ ڈی یافتہ افراد اور ان کے معاشی نظام سے جڑا ہوا ہے۔ گفت و شنید کی جا رہی ہے۔ دہلی کے اسکولوں کی بات کریں یا پھر بہار کی یونیورسٹیوں و کالجوں کو سامنے رکھیں۔ کرناٹک کی یونیورسٹیوں و کالجوں پر غور و فکر کریں یا پھر یوپی کے دیگر کالجوں کا تجزیہ کریں، ہر جگہ اساتذہ کی قلت کا مسئلہ درپیش ہے۔ اور بہترین تعلیم کے مسئلے کو نمایاں طور پر پیش کرتی ہے، مگر اس حکومت نے اپنے اسکولوں میں اساتذہ کے معاملات پر غور و فکر نہیں کیا۔ (43, 1773, 303, 2040)
article3-body-text: ریاست کی حکومت ہے کہ جہاں ایک طرف بھارتیہ راشٹریہ سمیتی کا سافٹ ہندوتوا تو دوسری طرف کانگریس کی سماجی مساوات اور سیکولرزم کی سیاست تھی، جیت سماجی مساوات و سیکولرزم کے سیاست کی ہوئی۔ ڈیموکریٹک پارٹی آف انڈیا جس سے کہ ایک مرتبہ اتحاد کا اتحاد ٹوٹ چکا ہے کو بھی ساتھ لینے کی بات ہو رہی ہے، ویسے ہی ملکی سطح پر بھی انڈیا اتحاد کو مضبوطی دی جائے۔ لنگایت سمیت دیگر طبقات اور ہر ریاست کیلئے الگ الگ مضبوط ترقیاتی ایجنڈا پیش کیا جائے جو کہ عوام کو ممکن نظر آ سکے اور ساتھ ہی بڑی امید جگا سکے۔ اس حوالے سے ریاستوں میں ریزرویشن پر فوری طور پر اقدام کرنا چاہیے، انڈیا یونائیٹڈ کو مستقل نظریاتی خاکہ تیار کیا جائے۔ (824, 1428, 1038, 1661)
article3-body-text: ریاست کی حکومت ہے کہ جہاں ایک طرف بھارتیہ راشٹریہ سمیتی کا سافٹ ہندوتوا تو دوسری طرف کانگریس کی سماجی مساوات اور سیکولرزم کی سیاست تھی، جیت سماجی مساوات و سیکولرزم کے سیاست کی ہوئی۔ ڈیموکریٹک پارٹی آف انڈیا جس سے کہ ایک مرتبہ اتحاد کا اتحاد ٹوٹ چکا ہے کو بھی ساتھ لینے کی بات ہو رہی ہے، ویسے ہی ملکی سطح پر بھی انڈیا اتحاد کو مضبوطی دی جائے۔ لنگایت سمیت دیگر طبقات اور ہر ریاست کیلئے الگ الگ مضبوط ترقیاتی ایجنڈا پیش کیا جائے جو کہ عوام کو ممکن نظر آ سکے اور ساتھ ہی بڑی امید جگا سکے۔ اس حوالے سے ریاستوں میں ریزرویشن پر فوری طور پر اقدام کرنا چاہیے، انڈیا یونائیٹڈ کو مستقل نظریاتی خاکہ تیار کیا جائے۔ (599, 983, 813, 1217)
article1-body-text: 5 اگست کا تاریخی دن ہر ہندوستانی کے دل و دماغ میں نقش ہے۔ ہماری پارلیمنٹ نے آرٹیکل 370 کو منسوخ کرنے کا تاریخی فیصلہ کیا تھا۔ اس وقت سے جموں و کشمیر اور لداخ میں بہت کچھ بدل گیا ہے۔ عدالت کا فیصلہ دسمبر 2023 میں آیا ہے، لیکن جموں و کشمیر اور لداخ میں ترقی کی لہر کو دیکھتے ہوئے عوامی عدالت نے آرٹیکل 370 اور 35 (اے) کو ختم کرنے کے پارلیمنٹ کے فیصلے کی زبردست حمایت کی ہے۔ سیاسی سطح پر، پچھلے 4 سالوں کو زمینی سطح پر جمہوریت میں ایک بار پھر سے اعتماد کے ساتھ نشان زد کیا گیا ہے۔ (1273, 655, 1520, 820)
author-title: وزیر اعظم، ہند (1357, 348, 1436, 360)
quote-mark-icon: ” (163, 1230, 182, 1268)
article1-body-text: 5 اگست کا تاریخی دن ہر ہندوستانی کے دل و دماغ میں نقش ہے۔ ہماری پارلیمنٹ نے آرٹیکل 370 کو منسوخ کرنے کا تاریخی فیصلہ کیا تھا۔ اس وقت سے جموں و کشمیر اور لداخ میں بہت کچھ بدل گیا ہے۔ عدالت کا فیصلہ دسمبر 2023 میں آیا ہے، لیکن جموں و کشمیر اور لداخ میں ترقی کی لہر کو دیکھتے ہوئے عوامی عدالت نے آرٹیکل 370 اور 35 (اے) کو ختم کرنے کے پارلیمنٹ کے فیصلے کی زبردست حمایت کی ہے۔ سیاسی سطح پر، پچھلے 4 سالوں کو زمینی سطح پر جمہوریت میں ایک بار پھر سے اعتماد کے ساتھ نشان زد کیا گیا ہے۔ (43, 415, 177, 717)
article1-body-text: 5 اگست کا تاریخی دن ہر ہندوستانی کے دل و دماغ میں نقش ہے۔ ہماری پارلیمنٹ نے آرٹیکل 370 کو منسوخ کرنے کا تاریخی فیصلہ کیا تھا۔ اس وقت سے جموں و کشمیر اور لداخ میں بہت کچھ بدل گیا ہے۔ عدالت کا فیصلہ دسمبر 2023 میں آیا ہے، لیکن جموں و کشمیر اور لداخ میں ترقی کی لہر کو دیکھتے ہوئے عوامی عدالت نے آرٹیکل 370 اور 35 (اے) کو ختم کرنے کے پارلیمنٹ کے فیصلے کی زبردست حمایت کی ہے۔ سیاسی سطح پر، پچھلے 4 سالوں کو زمینی سطح پر جمہوریت میں ایک بار پھر سے اعتماد کے ساتھ نشان زد کیا گیا ہے۔ (374, 512, 541, 745)
article2-columns (43, 947, 581, 2086)
article1-body-text: 5 اگست کا تاریخی دن ہر ہندوستانی کے دل و دماغ میں نقش ہے۔ ہماری پارلیمنٹ نے آرٹیکل 370 کو منسوخ کرنے کا تاریخی فیصلہ کیا تھا۔ اس وقت سے جموں و کشمیر اور لداخ میں بہت کچھ بدل گیا ہے۔ عدالت کا فیصلہ دسمبر 2023 میں آیا ہے، لیکن جموں و کشمیر اور لداخ میں ترقی کی لہر کو دیکھتے ہوئے عوامی عدالت نے آرٹیکل 370 اور 35 (اے) کو ختم کرنے کے پارلیمنٹ کے فیصلے کی زبردست حمایت کی ہے۔ سیاسی سطح پر، پچھلے 4 سالوں کو زمینی سطح پر جمہوریت میں ایک بار پھر سے اعتماد کے ساتھ نشان زد کیا گیا ہے۔ (1273, 518, 1521, 666)
article2-headline: این ای پی کے مدنظر ’نیو ٹیچر پالیسی‘ کا مسئلہ (87, 857, 537, 934)
article3 (599, 855, 1520, 2086)
newspaper-page (0, 40, 1550, 2097)
article3-headline: اپوزیشن اتحاد: اگر 2024 جیتنا ہے تو... (638, 868, 1241, 958)
article3-body-column (599, 980, 813, 1717)
caption-rule (1299, 1052, 1520, 1053)
article3-body-column (1050, 1495, 1281, 1717)
